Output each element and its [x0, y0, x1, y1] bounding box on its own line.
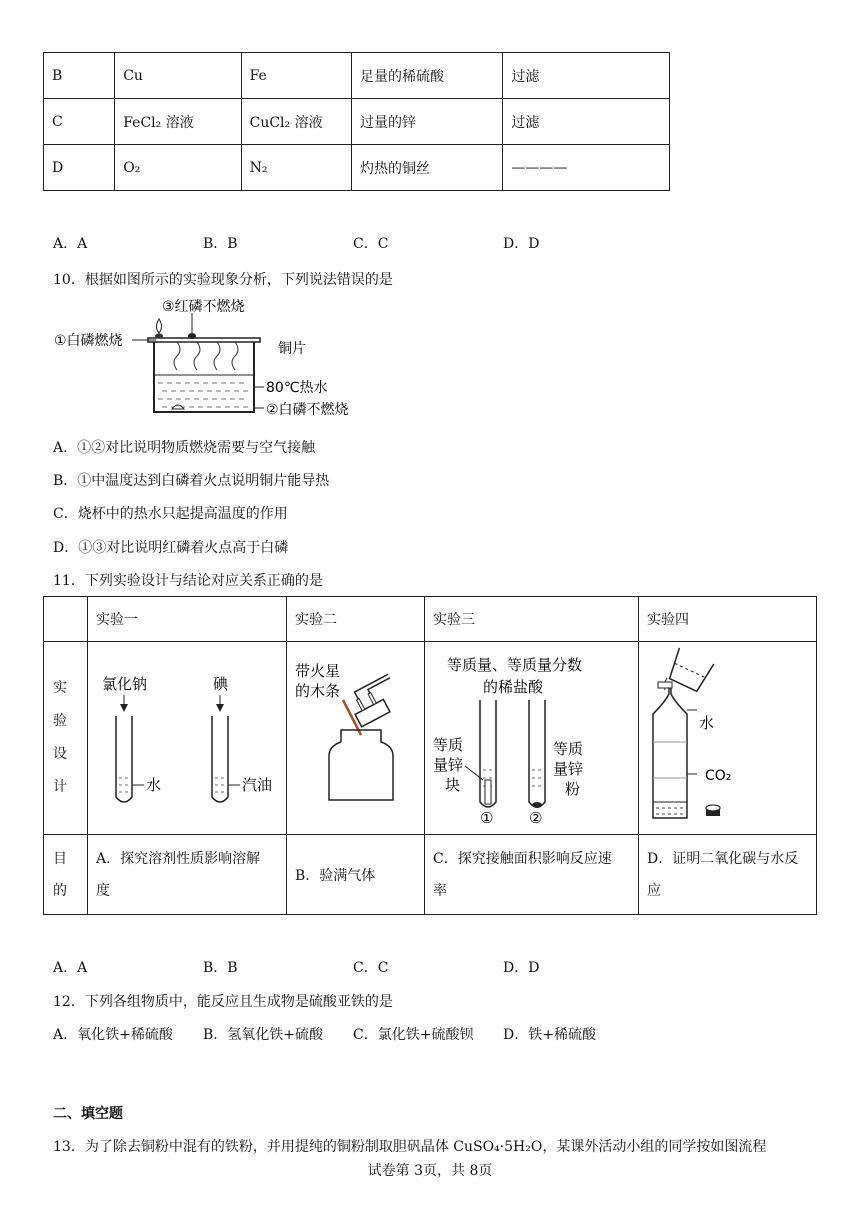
table-cell — [44, 597, 88, 642]
table-cell: Fe — [241, 53, 351, 99]
row-label-char: 的 — [53, 882, 67, 899]
table-cell: ———— — [503, 145, 670, 191]
table-cell: 过滤 — [503, 53, 670, 99]
label-tube-1: ① — [480, 809, 494, 827]
table-header: 实验一 — [88, 597, 287, 642]
row-label-char: 设 — [53, 746, 67, 762]
label-nacl: 氯化钠 — [102, 675, 148, 693]
row-label-char: 目 — [53, 850, 67, 867]
section-heading: 二、填空题 — [53, 1106, 123, 1122]
q11-stem: 11．下列实验设计与结论对应关系正确的是 — [53, 573, 323, 589]
goal-text: 率 — [433, 882, 447, 899]
table-row — [44, 53, 670, 99]
goal-cell-c — [425, 835, 639, 915]
q12-option-b[interactable]: B．氢氧化铁+硫酸 — [203, 1027, 324, 1043]
experiment-1-figure — [88, 642, 287, 835]
experiment-table — [43, 596, 817, 915]
reagent-table — [43, 52, 670, 191]
table-cell: 足量的稀硫酸 — [351, 53, 502, 99]
label-zinc-block-1: 等质 — [433, 736, 464, 754]
table-cell: O₂ — [115, 145, 241, 191]
row-label-char: 计 — [53, 779, 67, 795]
table-row — [44, 597, 817, 642]
table-cell: Cu — [115, 53, 241, 99]
experiment-2-figure — [287, 642, 425, 835]
reaction-rate-figure — [425, 642, 638, 830]
q12-option-d[interactable]: D．铁+稀硫酸 — [503, 1027, 596, 1043]
table-cell: FeCl₂ 溶液 — [115, 99, 241, 145]
table-cell: B — [44, 53, 115, 99]
q9-option-b[interactable]: B．B — [203, 236, 238, 252]
table-row — [44, 145, 670, 191]
goal-text: B．验满气体 — [295, 867, 376, 884]
table-row — [44, 99, 670, 145]
q11-option-d[interactable]: D．D — [503, 960, 540, 976]
row-label-char: 实 — [53, 680, 67, 696]
label-tube-2: ② — [529, 809, 543, 827]
label-zinc-powder-1: 等质 — [553, 740, 584, 758]
table-header: 实验二 — [287, 597, 425, 642]
experiment-4-figure — [639, 642, 817, 835]
page-footer: 试卷第 3页，共 8页 — [367, 1163, 493, 1179]
fig-label-white-phosphorus: ①白磷燃烧 — [54, 333, 123, 349]
dissolving-test-tubes-figure — [88, 642, 286, 830]
q11-option-b[interactable]: B．B — [203, 960, 238, 976]
row-label-goal — [44, 835, 88, 915]
q12-option-c[interactable]: C．氯化铁+硫酸钡 — [353, 1027, 474, 1043]
table-cell: 过滤 — [503, 99, 670, 145]
co2-bottle-figure — [639, 642, 816, 830]
table-cell: CuCl₂ 溶液 — [241, 99, 351, 145]
table-row — [44, 642, 817, 835]
label-hcl-1: 等质量、等质量分数 — [447, 656, 583, 674]
table-cell: 灼热的铜丝 — [351, 145, 502, 191]
q10-stem: 10．根据如图所示的实验现象分析，下列说法错误的是 — [53, 272, 393, 288]
goal-text: 应 — [647, 882, 661, 899]
row-label-design — [44, 642, 88, 835]
table-cell: N₂ — [241, 145, 351, 191]
experiment-3-figure — [425, 642, 639, 835]
label-splint-2: 的木条 — [295, 682, 341, 700]
goal-text: A．探究溶剂性质影响溶解 — [96, 850, 261, 867]
label-splint-1: 带火星 — [295, 662, 341, 680]
q12-stem: 12．下列各组物质中，能反应且生成物是硫酸亚铁的是 — [53, 994, 393, 1010]
table-row — [44, 835, 817, 915]
q9-option-c[interactable]: C．C — [353, 236, 389, 252]
q11-option-c[interactable]: C．C — [353, 960, 389, 976]
q10-option-a[interactable]: A．①②对比说明物质燃烧需要与空气接触 — [53, 440, 316, 456]
gas-bottle-figure — [287, 642, 424, 830]
q13-stem: 13．为了除去铜粉中混有的铁粉，并用提纯的铜粉制取胆矾晶体 CuSO₄·5H₂O，某课外活动小组的同学按如图流程 — [53, 1139, 767, 1155]
label-zinc-block-3: 块 — [445, 776, 461, 794]
fig-label-copper-plate: 铜片 — [278, 341, 306, 357]
table-cell: C — [44, 99, 115, 145]
table-cell: D — [44, 145, 115, 191]
goal-cell-b — [287, 835, 425, 915]
label-water: 水 — [146, 776, 162, 794]
label-zinc-block-2: 量锌 — [433, 756, 464, 774]
q10-option-d[interactable]: D．①③对比说明红磷着火点高于白磷 — [53, 540, 289, 556]
label-zinc-powder-3: 粉 — [565, 780, 581, 798]
label-gasoline: 汽油 — [242, 776, 273, 794]
goal-text: C．探究接触面积影响反应速 — [433, 850, 612, 867]
table-header: 实验三 — [425, 597, 639, 642]
label-iodine: 碘 — [213, 675, 229, 693]
table-header: 实验四 — [639, 597, 817, 642]
goal-cell-d — [639, 835, 817, 915]
goal-text: D．证明二氧化碳与水反 — [647, 850, 799, 867]
q10-option-b[interactable]: B．①中温度达到白磷着火点说明铜片能导热 — [53, 473, 330, 489]
q10-option-c[interactable]: C．烧杯中的热水只起提高温度的作用 — [53, 506, 288, 522]
fig-label-red-phosphorus: ③红磷不燃烧 — [162, 299, 245, 315]
label-water-4: 水 — [699, 714, 715, 732]
q12-option-a[interactable]: A．氧化铁+稀硫酸 — [53, 1027, 173, 1043]
q9-option-a[interactable]: A．A — [53, 236, 88, 252]
q9-option-d[interactable]: D．D — [503, 236, 540, 252]
row-label-char: 验 — [53, 713, 67, 729]
combustion-figure — [52, 295, 352, 425]
fig-label-hot-water: 80℃热水 — [266, 380, 328, 396]
goal-cell-a — [88, 835, 287, 915]
q11-option-a[interactable]: A．A — [53, 960, 88, 976]
label-zinc-powder-2: 量锌 — [553, 760, 584, 778]
label-co2: CO₂ — [705, 768, 732, 784]
fig-label-underwater-phosphorus: ②白磷不燃烧 — [266, 402, 349, 418]
table-cell: 过量的锌 — [351, 99, 502, 145]
label-hcl-2: 的稀盐酸 — [483, 678, 544, 696]
goal-text: 度 — [96, 882, 110, 899]
